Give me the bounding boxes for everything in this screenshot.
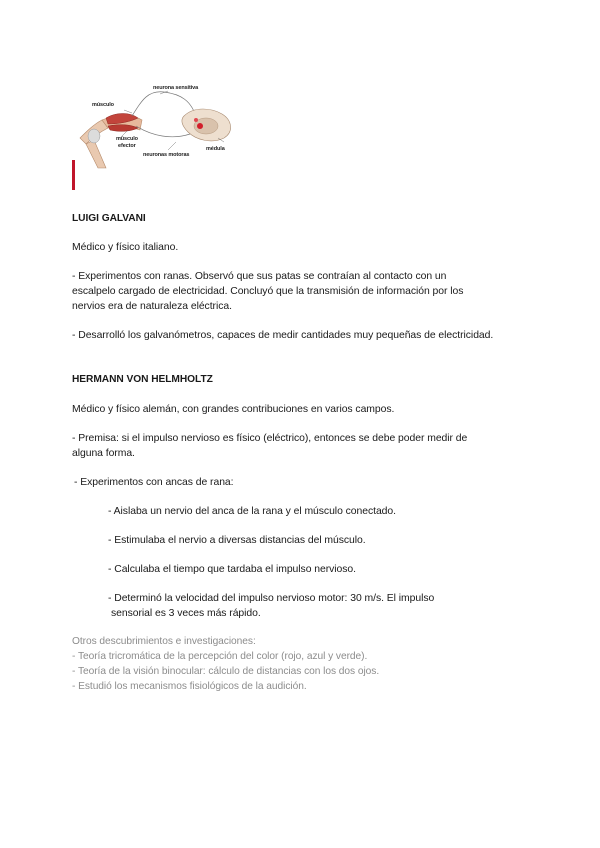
helmholtz-step-1: - Aislaba un nervio del anca de la rana y el músculo conectado. xyxy=(108,506,396,517)
others-item-1: - Teoría tricromática de la percepción del color (rojo, azul y verde). xyxy=(72,651,368,662)
figure-label-effector-muscle-2: efector xyxy=(118,143,136,149)
helmholtz-premise-line-1: - Premisa: si el impulso nervioso es físico (eléctrico), entonces se debe poder medir de xyxy=(72,433,468,444)
figure-label-motor-neurons: neuronas motoras xyxy=(143,152,190,158)
motor-neuron-path xyxy=(136,126,190,137)
galvani-intro: Médico y físico italiano. xyxy=(72,242,179,253)
accent-bar xyxy=(72,160,75,190)
others-item-3: - Estudió los mecanismos fisiológicos de la audición. xyxy=(72,681,307,692)
galvani-experiments-line-1: - Experimentos con ranas. Observó que sus patas se contraían al contacto con un xyxy=(72,271,447,282)
knee-shape xyxy=(88,129,100,143)
helmholtz-premise-line-2: alguna forma. xyxy=(72,448,135,459)
helmholtz-step-3: - Calculaba el tiempo que tardaba el impulso nervioso. xyxy=(108,564,356,575)
galvani-experiments-line-2: escalpelo cargado de electricidad. Concluyó que la transmisión de información por los xyxy=(72,286,464,297)
helmholtz-step-4-line-1: - Determinó la velocidad del impulso nervioso motor: 30 m/s. El impulso xyxy=(108,593,435,604)
synapse-dot xyxy=(197,123,203,129)
galvani-galvanometers: - Desarrolló los galvanómetros, capaces de medir cantidades muy pequeñas de electricidad. xyxy=(72,330,494,341)
figure-label-muscle: músculo xyxy=(92,102,114,108)
galvani-heading: LUIGI GALVANI xyxy=(72,213,146,224)
helmholtz-step-2: - Estimulaba el nervio a diversas distancias del músculo. xyxy=(108,535,366,546)
helmholtz-heading: HERMANN VON HELMHOLTZ xyxy=(72,374,213,385)
galvani-experiments-line-3: nervios era de naturaleza eléctrica. xyxy=(72,301,232,312)
figure-label-sensory-neuron: neurona sensitiva xyxy=(153,85,199,91)
others-item-2: - Teoría de la visión binocular: cálculo de distancias con los dos ojos. xyxy=(72,666,380,677)
shin-shape xyxy=(86,140,106,168)
helmholtz-experiments-title: - Experimentos con ancas de rana: xyxy=(74,477,234,488)
synapse-dot-2 xyxy=(194,118,198,122)
others-title: Otros descubrimientos e investigaciones: xyxy=(72,636,256,647)
figure-label-spinal-cord: médula xyxy=(206,146,225,152)
figure-label-effector-muscle-1: músculo xyxy=(116,136,138,142)
helmholtz-intro: Médico y físico alemán, con grandes contribuciones en varios campos. xyxy=(72,404,395,415)
helmholtz-step-4-line-2: sensorial es 3 veces más rápido. xyxy=(111,608,261,619)
